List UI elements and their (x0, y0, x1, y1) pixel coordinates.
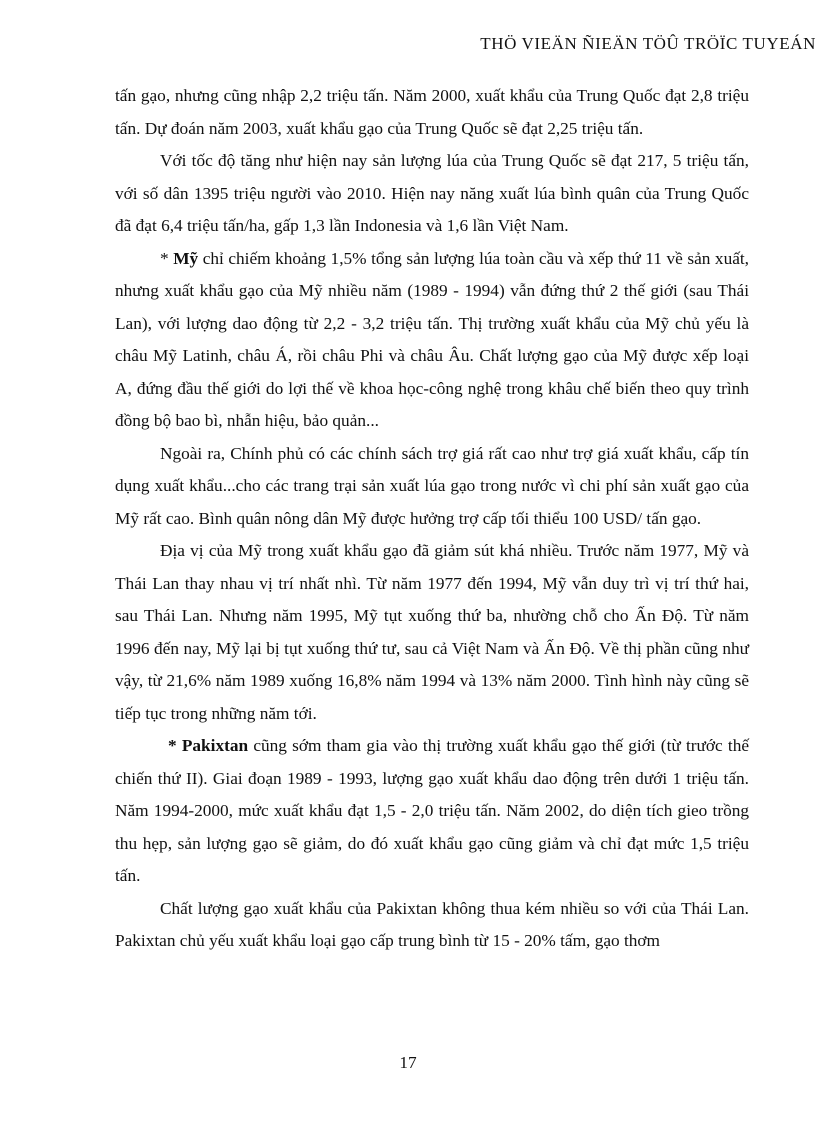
paragraph-pakistan-text: cũng sớm tham gia vào thị trường xuất khẩu gạo thế giới (từ trước thế chiến thứ II). Giai đoạn 1989 - 1993, lượng gạo xuất khẩu dao động trên dưới 1 triệu tấn. Năm 1994-2000, mức xuất khẩu đạt 1,5 - 2,0 triệu tấn. Năm 2002, do diện tích gieo trồng thu hẹp, sản lượng gạo sẽ giảm, do đó xuất khẩu gạo cũng giảm và chỉ đạt mức 1,5 triệu tấn. (115, 736, 750, 885)
body-text (115, 80, 749, 958)
paragraph-usa-position: Địa vị của Mỹ trong xuất khẩu gạo đã giảm sút khá nhiều. Trước năm 1977, Mỹ và Thái Lan thay nhau vị trí nhất nhì. Từ năm 1977 đến 1994, Mỹ vẫn duy trì vị trí thứ hai, sau Thái Lan. Nhưng năm 1995, Mỹ tụt xuống thứ ba, nhường chỗ cho Ấn Độ. Từ năm 1996 đến nay, Mỹ lại bị tụt xuống thứ tư, sau cả Việt Nam và Ấn Độ. Về thị phần cũng như vậy, từ 21,6% năm 1989 xuống 16,8% năm 1994 và 13% năm 2000. Tình hình này cũng sẽ tiếp tục trong những năm tới. (115, 541, 749, 723)
page-number: 17 (399, 1053, 417, 1072)
paragraph-china-forecast: Với tốc độ tăng như hiện nay sản lượng lúa của Trung Quốc sẽ đạt 217, 5 triệu tấn, với số dân 1395 triệu người vào 2010. Hiện nay năng xuất lúa bình quân của Trung Quốc đã đạt 6,4 triệu tấn/ha, gấp 1,3 lần Indonesia và 1,6 lần Việt Nam. (115, 151, 749, 235)
bullet-marker: * (160, 248, 174, 268)
paragraph-usa (115, 243, 749, 438)
paragraph-usa-text: chỉ chiếm khoảng 1,5% tổng sản lượng lúa toàn cầu và xếp thứ 11 về sản xuất, nhưng xuất khẩu gạo của Mỹ nhiều năm (1989 - 1994) vẫn đứng thứ 2 thế giới (sau Thái Lan), với lượng dao động từ 2,2 - 3,2 triệu tấn. Thị trường xuất khẩu của Mỹ chủ yếu là châu Mỹ Latinh, châu Á, rồi châu Phi và châu Âu. Chất lượng gạo của Mỹ được xếp loại A, đứng đầu thế giới do lợi thế về khoa học-công nghệ trong khâu chế biến theo quy trình đồng bộ bao bì, nhẫn hiệu, bảo quản... (115, 248, 749, 430)
running-header: THÖ VIEÄN ÑIEÄN TÖÛ TRÖÏC TUYEÁN (480, 34, 816, 53)
paragraph-usa-subsidies: Ngoài ra, Chính phủ có các chính sách trợ giá rất cao như trợ giá xuất khẩu, cấp tín dụng xuất khẩu...cho các trang trại sản xuất lúa gạo trong nước vì chi phí sản xuất gạo của Mỹ rất cao. Bình quân nông dân Mỹ được hưởng trợ cấp tối thiểu 100 USD/ tấn gạo. (115, 443, 749, 528)
heading-usa: Mỹ (173, 248, 199, 268)
paragraph-pakistan (115, 730, 749, 893)
heading-pakistan: * Pakixtan (168, 736, 249, 755)
paragraph-pakistan-quality: Chất lượng gạo xuất khẩu của Pakixtan không thua kém nhiều so với của Thái Lan. Pakixtan chủ yếu xuất khẩu loại gạo cấp trung bình từ 15 - 20% tấm, gạo thơm (115, 898, 749, 950)
paragraph-china-exports: tấn gạo, nhưng cũng nhập 2,2 triệu tấn. Năm 2000, xuất khẩu của Trung Quốc đạt 2,8 triệu tấn. Dự đoán năm 2003, xuất khẩu gạo của Trung Quốc sẽ đạt 2,25 triệu tấn. (115, 86, 749, 138)
